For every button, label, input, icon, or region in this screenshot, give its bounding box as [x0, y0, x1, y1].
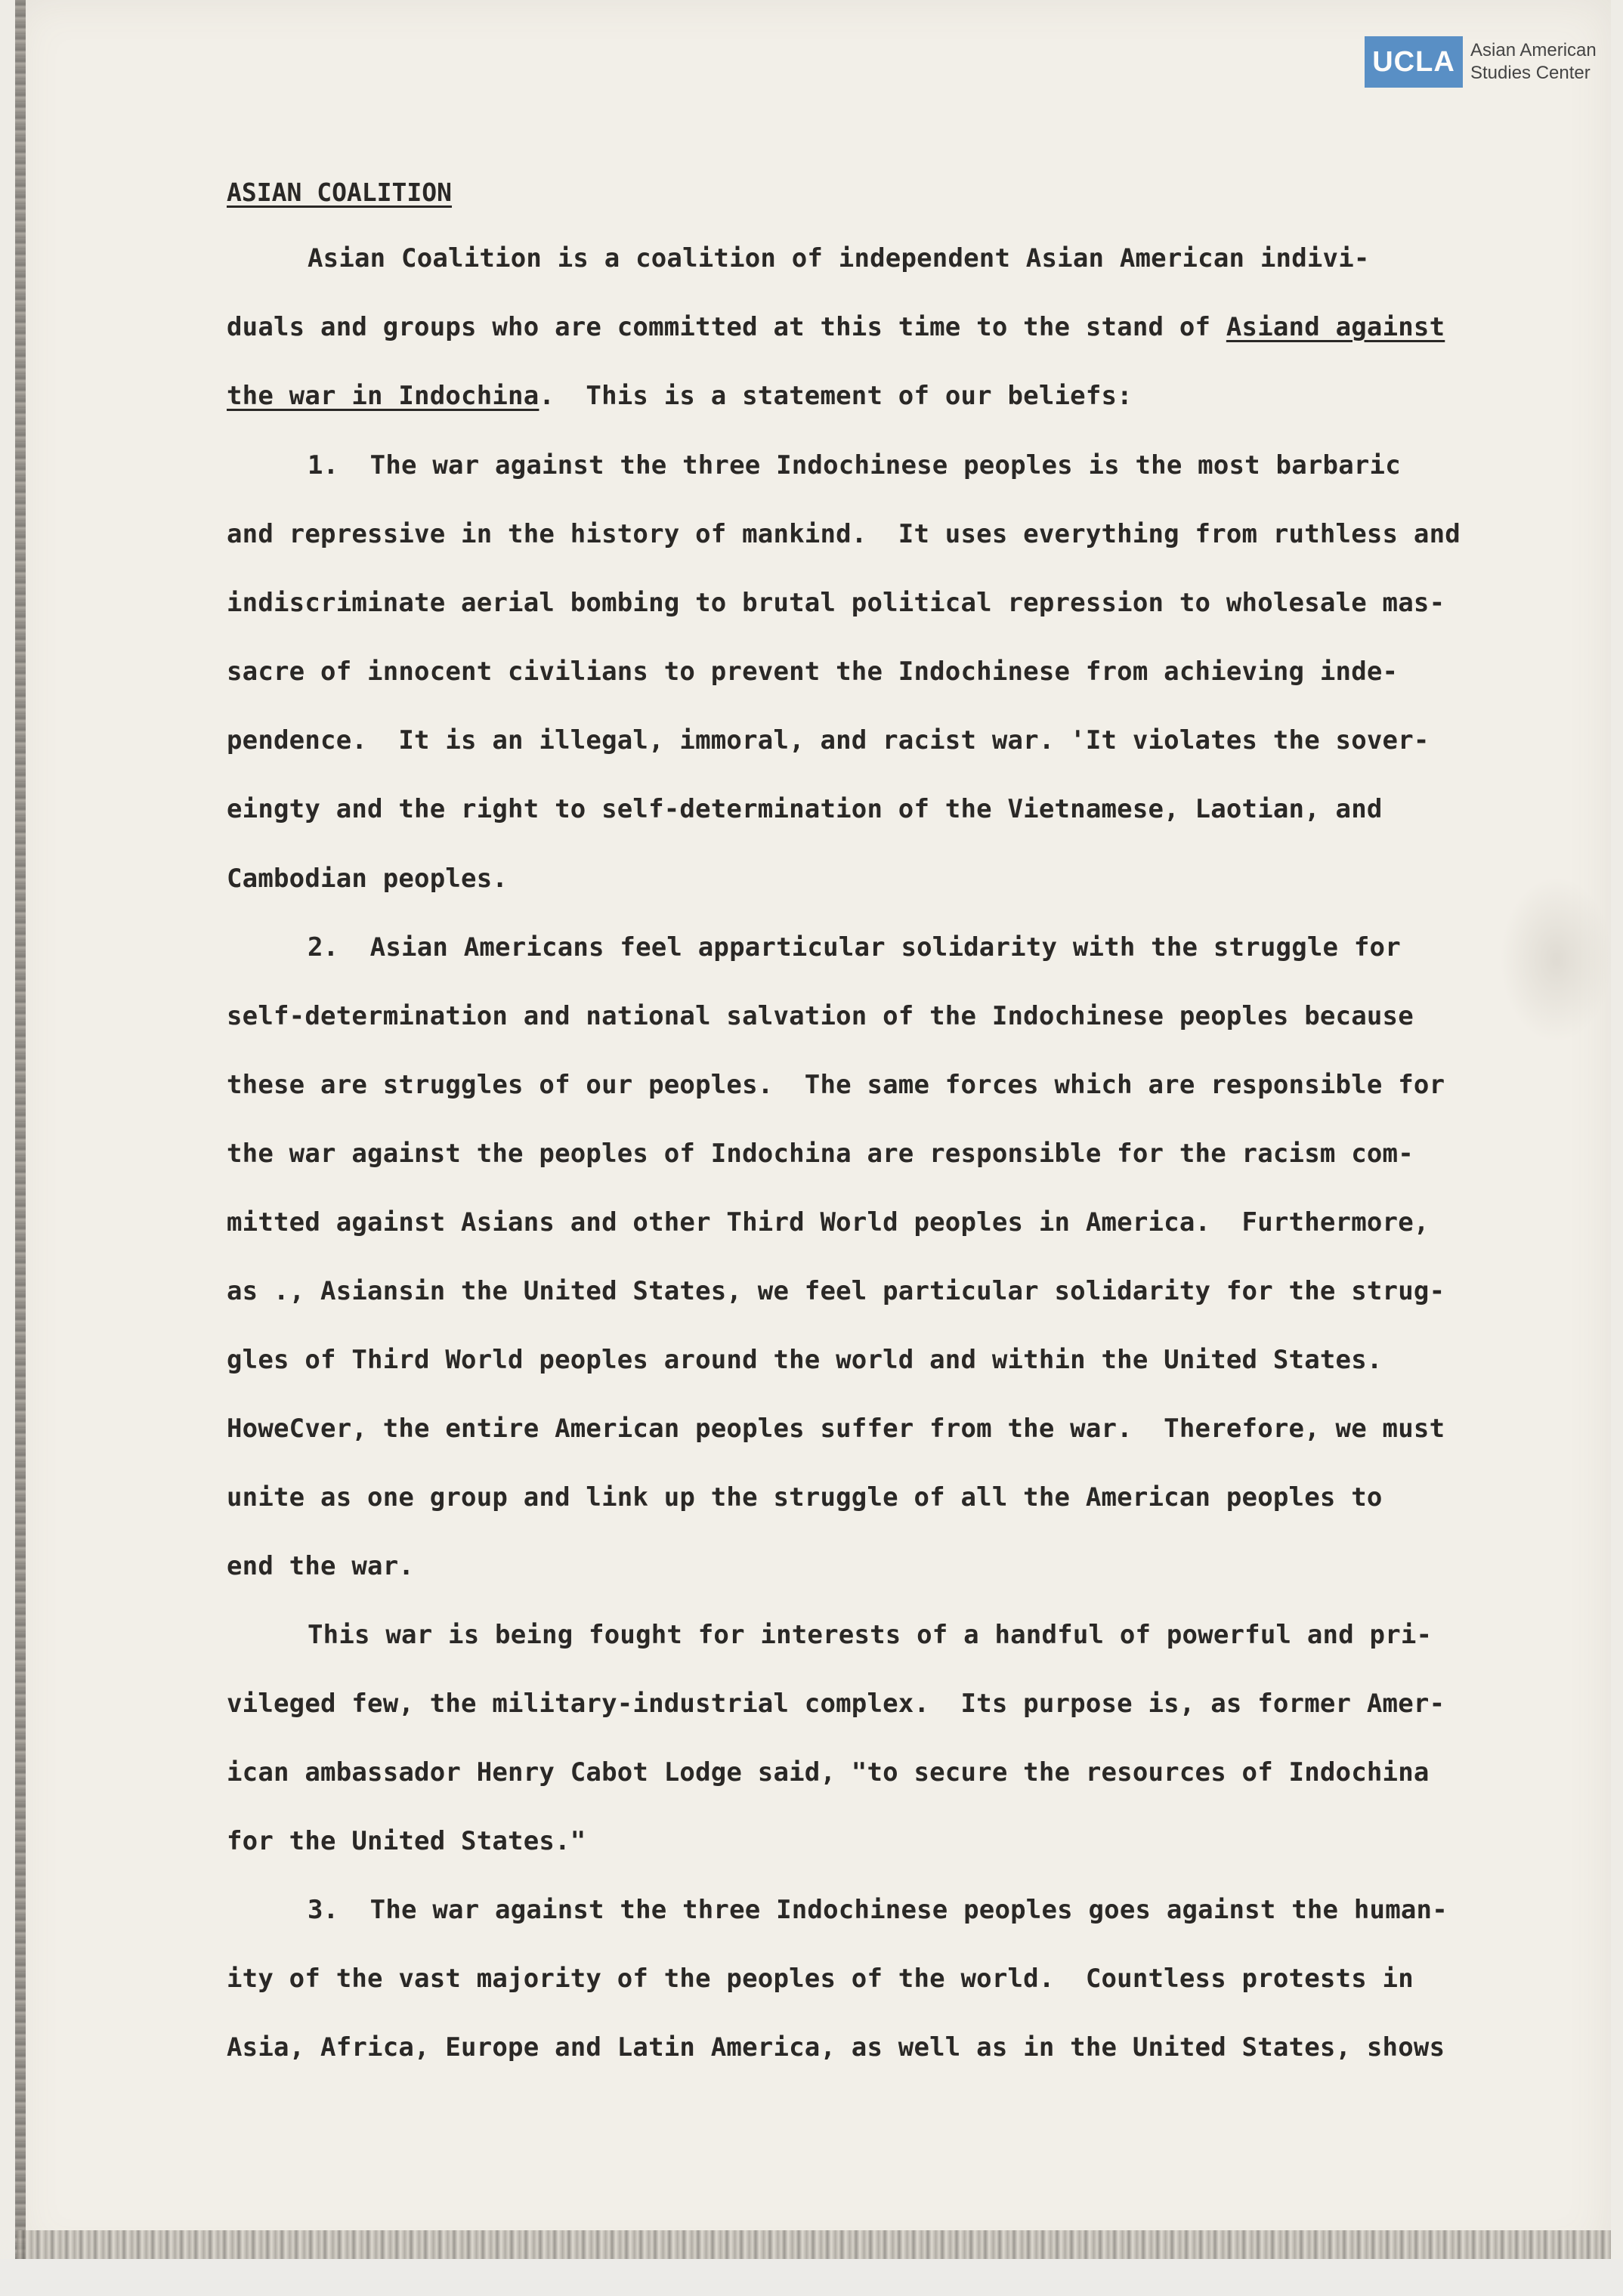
- intro-line-2-text: duals and groups who are committed at this time to the stand of: [227, 312, 1226, 342]
- p3-line: vileged few, the military-industrial complex. Its purpose is, as former Amer-: [227, 1689, 1445, 1719]
- intro-line-2: [227, 312, 1445, 342]
- bottom-margin: [0, 2259, 1623, 2296]
- logo-caption: [1470, 39, 1597, 85]
- p2-line: self-determination and national salvation of the Indochinese peoples because: [227, 1001, 1414, 1031]
- p2-line: as ., Asiansin the United States, we feel particular solidarity for the strug-: [227, 1276, 1445, 1306]
- document-title: ASIAN COALITION: [227, 178, 453, 207]
- p3-line: ican ambassador Henry Cabot Lodge said, "to secure the resources of Indochina: [227, 1757, 1430, 1788]
- intro-underlined-phrase-b: the war in Indochina: [227, 381, 539, 411]
- p4-line: Asia, Africa, Europe and Latin America, as well as in the United States, shows: [227, 2032, 1445, 2063]
- p2-line: gles of Third World peoples around the world and within the United States.: [227, 1345, 1383, 1375]
- p3-line: for the United States.": [227, 1826, 586, 1856]
- intro-line-3-text: . This is a statement of our beliefs:: [539, 381, 1133, 411]
- p2-line: 2. Asian Americans feel apparticular solidarity with the struggle for: [308, 932, 1401, 963]
- p3-line: This war is being fought for interests of a handful of powerful and pri-: [308, 1620, 1433, 1650]
- p1-line: sacre of innocent civilians to prevent the Indochinese from achieving inde-: [227, 657, 1399, 687]
- paper-stain: [1500, 876, 1613, 1043]
- logo-line-2: Studies Center: [1470, 63, 1591, 83]
- p1-line: and repressive in the history of mankind. It uses everything from ruthless and: [227, 519, 1461, 549]
- p2-line: the war against the peoples of Indochina are responsible for the racism com-: [227, 1139, 1414, 1169]
- ucla-logo-mark: UCLA: [1365, 36, 1463, 88]
- p4-line: ity of the vast majority of the peoples of the world. Countless protests in: [227, 1964, 1414, 1994]
- p2-line: HoweCver, the entire American peoples suffer from the war. Therefore, we must: [227, 1414, 1445, 1444]
- p1-line: 1. The war against the three Indochinese peoples is the most barbaric: [308, 450, 1401, 481]
- bottom-edge-scan-artifact: [17, 2230, 1611, 2259]
- intro-line-3: [227, 381, 1133, 411]
- p2-line: these are struggles of our peoples. The same forces which are responsible for: [227, 1070, 1445, 1100]
- logo-line-1: Asian American: [1470, 40, 1597, 60]
- left-edge-scan-artifact: [15, 0, 26, 2259]
- intro-underlined-phrase-a: Asiand against: [1226, 312, 1445, 342]
- p1-line: indiscriminate aerial bombing to brutal political repression to wholesale mas-: [227, 588, 1445, 618]
- p2-line: unite as one group and link up the struggle of all the American peoples to: [227, 1482, 1383, 1513]
- ucla-aasc-logo: [1365, 36, 1597, 88]
- p1-line: Cambodian peoples.: [227, 864, 509, 894]
- intro-line-1: Asian Coalition is a coalition of independent Asian American indivi-: [308, 243, 1370, 273]
- p2-line: mitted against Asians and other Third World peoples in America. Furthermore,: [227, 1207, 1430, 1238]
- p2-line: end the war.: [227, 1551, 415, 1581]
- p4-line: 3. The war against the three Indochinese peoples goes against the human-: [308, 1895, 1448, 1925]
- p1-line: pendence. It is an illegal, immoral, and racist war. 'It violates the sover-: [227, 725, 1430, 756]
- p1-line: eingty and the right to self-determination of the Vietnamese, Laotian, and: [227, 794, 1383, 824]
